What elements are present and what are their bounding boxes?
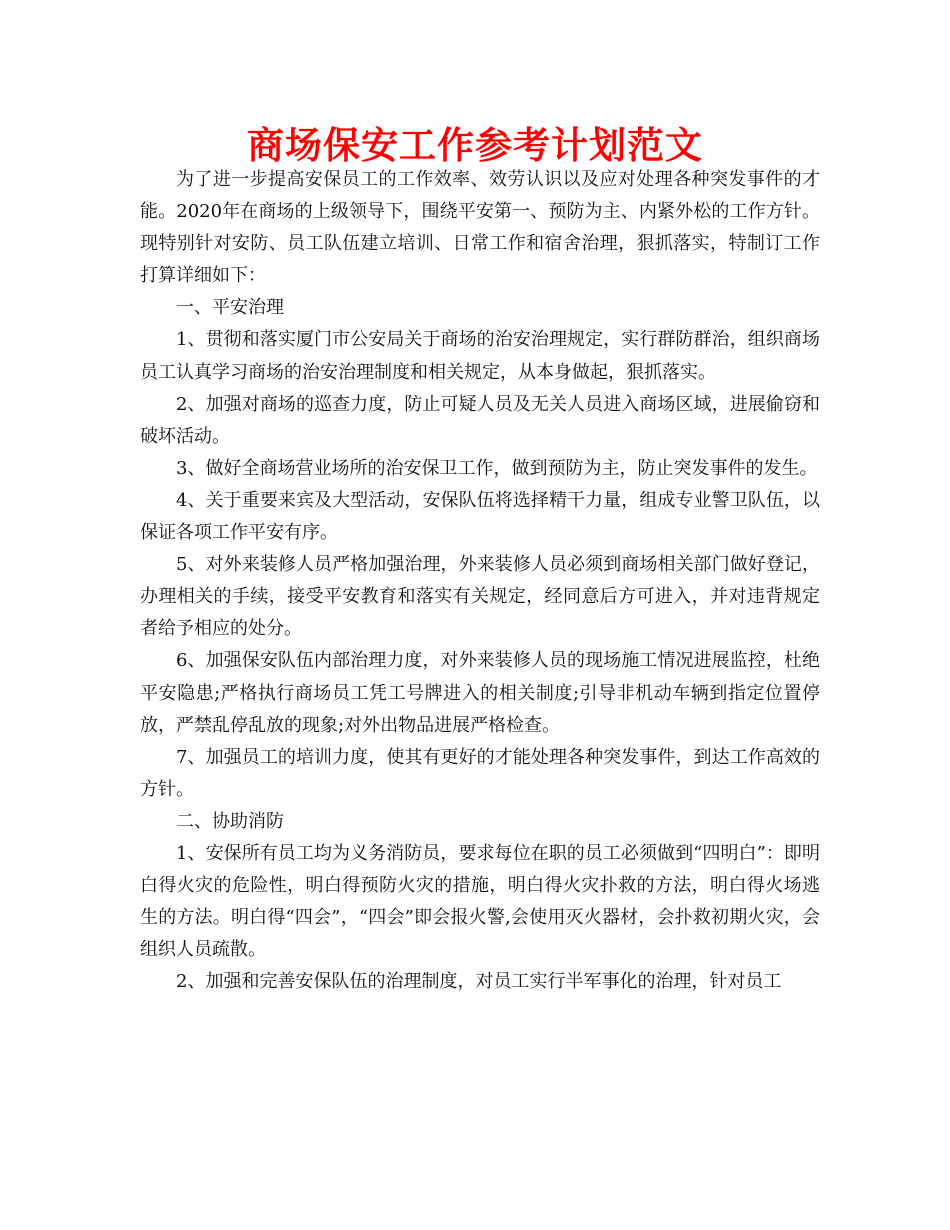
paragraph-intro: 为了进一步提高安保员工的工作效率、效劳认识以及应对处理各种突发事件的才能。2020年在商场的上级领导下，围绕平安第一、预防为主、内紧外松的工作方针。现特别针对安防、员工队伍建立培训、日常工作和宿舍治理，狠抓落实，特制订工作打算详细如下：	[140, 169, 820, 287]
paragraph-safety-1: 1、贯彻和落实厦门市公安局关于商场的治安治理规定，实行群防群治，组织商场员工认真学习商场的治安治理制度和相关规定，从本身做起，狠抓落实。	[140, 329, 820, 383]
paragraph-fire-1: 1、安保所有员工均为义务消防员，要求每位在职的员工必须做到“四明白”：即明白得火灾的危险性，明白得预防火灾的措施，明白得火灾扑救的方法，明白得火场逃生的方法。明白得“四会”，“四会”即会报火警,会使用灭火器材，会扑救初期火灾，会组织人员疏散。	[140, 842, 820, 961]
document-title: 商场保安工作参考计划范文	[247, 124, 703, 167]
paragraph-safety-2: 2、加强对商场的巡查力度，防止可疑人员及无关人员进入商场区域，进展偷窃和破坏活动。	[140, 393, 820, 447]
paragraph-safety-3: 3、做好全商场营业场所的治安保卫工作，做到预防为主，防止突发事件的发生。	[176, 457, 818, 479]
paragraph-safety-6: 6、加强保安队伍内部治理力度，对外来装修人员的现场施工情况进展监控，杜绝平安隐患;严格执行商场员工凭工号牌进入的相关制度;引导非机动车辆到指定位置停放，严禁乱停乱放的现象;对外出物品进展严格检查。	[140, 650, 820, 736]
paragraph-fire-2: 2、加强和完善安保队伍的治理制度，对员工实行半军事化的治理，针对员工	[176, 971, 782, 993]
document-body	[140, 164, 820, 998]
paragraph-safety-4: 4、关于重要来宾及大型活动，安保队伍将选择精干力量，组成专业警卫队伍，以保证各项工作平安有序。	[140, 489, 820, 544]
paragraph-safety-5: 5、对外来装修人员严格加强治理，外来装修人员必须到商场相关部门做好登记，办理相关的手续，接受平安教育和落实有关规定，经同意后方可进入，并对违背规定者给予相应的处分。	[140, 554, 820, 640]
section-heading-fire-assistance: 二、协助消防	[176, 810, 284, 832]
paragraph-safety-7: 7、加强员工的培训力度，使其有更好的才能处理各种突发事件，到达工作高效的方针。	[140, 746, 820, 800]
section-heading-safety-management: 一、平安治理	[176, 297, 284, 319]
